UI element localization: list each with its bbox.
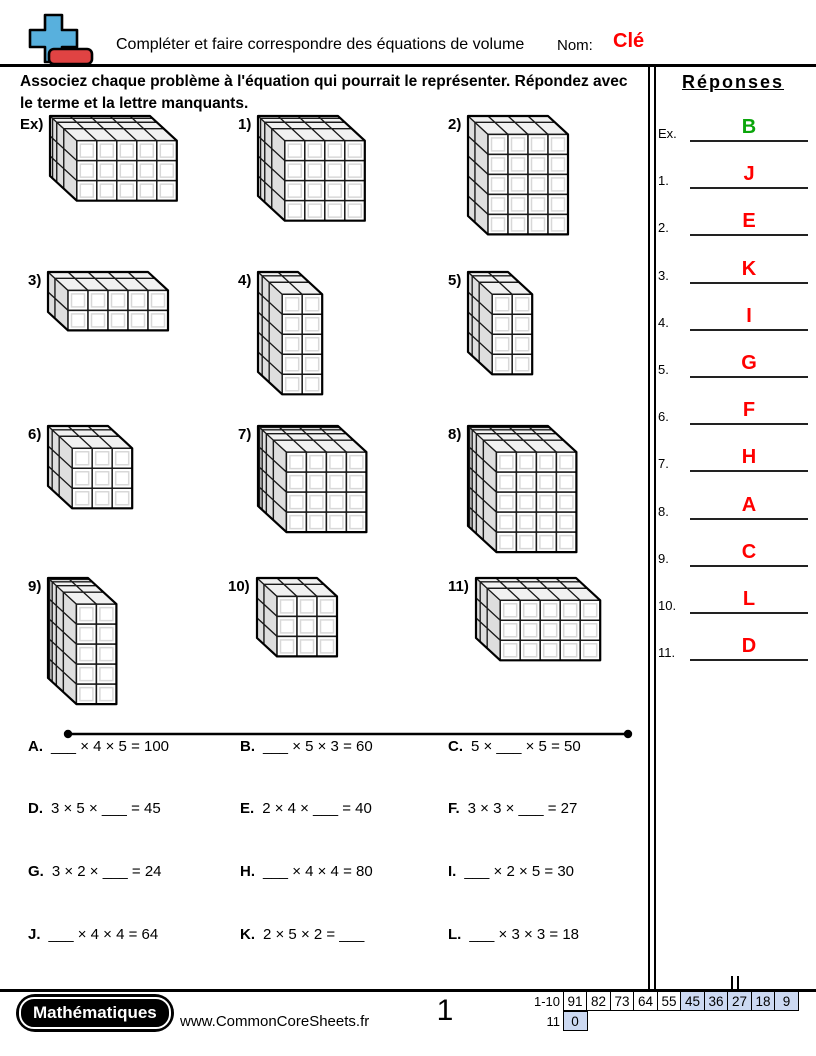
equation-text: ___ × 4 × 4 = 64	[48, 926, 159, 943]
equation-label: L.	[448, 926, 462, 943]
answer-line	[690, 117, 808, 142]
answer-line	[690, 400, 808, 425]
equation-item	[240, 800, 372, 817]
equation-label: E.	[240, 800, 255, 817]
answer-line	[690, 542, 808, 567]
score-cell: 91	[563, 991, 588, 1011]
figure-cell	[28, 424, 135, 511]
figure-cell	[28, 576, 119, 707]
figure-label: 3)	[28, 272, 42, 289]
equation-item	[28, 738, 169, 755]
equation-text: 3 × 2 × ___ = 24	[51, 863, 162, 880]
score-row-label: 11	[546, 1014, 560, 1029]
unit-cube-prism	[46, 576, 119, 707]
unit-cube-prism	[255, 576, 339, 659]
score-cell: 36	[704, 991, 729, 1011]
answer-value: J	[743, 163, 755, 186]
equation-text: ___ × 2 × 5 = 30	[464, 863, 575, 880]
equation-item	[28, 800, 161, 817]
figure-cell	[448, 424, 579, 555]
figure-cell	[20, 114, 179, 203]
score-row-label: 1-10	[533, 994, 560, 1009]
answer-label: 4.	[658, 314, 669, 330]
answer-label: 9.	[658, 550, 669, 566]
score-cell: 45	[680, 991, 705, 1011]
figure-cell	[228, 576, 339, 659]
answer-line	[690, 636, 808, 661]
equation-text: 3 × 3 × ___ = 27	[467, 800, 578, 817]
answer-value: F	[742, 399, 756, 422]
score-cell: 73	[610, 991, 635, 1011]
equation-label: I.	[448, 863, 457, 880]
answer-label: 1.	[658, 173, 669, 189]
figure-cell	[238, 424, 369, 535]
name-label: Nom:	[557, 37, 593, 54]
divider-stub	[731, 976, 739, 990]
equation-item	[448, 738, 581, 755]
figure-label: 9)	[28, 578, 42, 595]
answer-item	[658, 112, 808, 142]
equation-label: G.	[28, 863, 44, 880]
score-cell: 9	[774, 991, 799, 1011]
answer-item	[658, 631, 808, 661]
answer-item	[658, 254, 808, 284]
figure-cell	[28, 270, 170, 333]
answer-item	[658, 537, 808, 567]
figure-label: 1)	[238, 116, 252, 133]
score-cell: 64	[633, 991, 658, 1011]
unit-cube-prism	[46, 270, 170, 333]
answer-value: D	[741, 635, 757, 658]
figure-label: 11)	[448, 578, 469, 595]
answer-line	[690, 164, 808, 189]
answer-item	[658, 584, 808, 614]
answer-line	[690, 495, 808, 520]
header-rule	[0, 64, 816, 67]
equation-text: ___ × 4 × 4 = 80	[263, 863, 373, 880]
equation-item	[448, 863, 574, 880]
equation-text: 3 × 5 × ___ = 45	[51, 800, 161, 817]
answer-label: 8.	[658, 503, 669, 519]
answer-value: L	[742, 588, 756, 610]
answer-label: 6.	[658, 409, 669, 425]
equation-label: K.	[240, 926, 255, 943]
figure-label: 4)	[238, 272, 252, 289]
instructions-text: Associez chaque problème à l'équation qui pourrait le représenter. Répondez avec le terme et la lettre manquants.	[20, 73, 628, 112]
unit-cube-prism	[48, 114, 179, 203]
score-cell: 18	[751, 991, 776, 1011]
score-cell: 55	[657, 991, 682, 1011]
equation-text: ___ × 3 × 3 = 18	[469, 926, 580, 943]
equation-text: 5 × ___ × 5 = 50	[471, 738, 581, 755]
equation-item	[28, 926, 158, 943]
name-value: Clé	[613, 30, 645, 52]
equation-text: 2 × 5 × 2 = ___	[263, 926, 365, 943]
website-url: www.CommonCoreSheets.fr	[180, 1013, 370, 1030]
figure-cell	[448, 576, 603, 663]
answer-label: 3.	[658, 267, 669, 283]
unit-cube-prism	[256, 424, 369, 535]
answer-label: 5.	[658, 362, 669, 377]
equation-label: B.	[240, 738, 255, 755]
answer-item	[658, 206, 808, 236]
equation-text: ___ × 4 × 5 = 100	[51, 738, 170, 755]
score-table	[524, 991, 799, 1031]
answer-value: B	[741, 116, 757, 138]
figure-label: 6)	[28, 426, 42, 443]
equation-label: D.	[28, 800, 43, 817]
answer-item	[658, 395, 808, 425]
sidebar-divider	[648, 64, 656, 991]
unit-cube-prism	[474, 576, 603, 663]
answer-line	[690, 589, 808, 614]
answer-label: 10.	[658, 598, 677, 613]
answer-line	[690, 259, 808, 284]
plus-minus-icon	[16, 10, 98, 68]
answer-item	[658, 442, 808, 472]
answer-line	[690, 211, 808, 236]
figure-label: 5)	[448, 272, 462, 289]
equation-item	[240, 738, 373, 755]
score-row	[524, 1011, 799, 1031]
page-number: 1	[436, 994, 454, 1027]
subject-badge	[16, 994, 174, 1032]
score-cell: 82	[586, 991, 611, 1011]
answer-label: 2.	[658, 220, 669, 236]
answer-line	[690, 353, 808, 378]
equation-label: J.	[28, 926, 41, 943]
answer-line	[690, 447, 808, 472]
answer-item	[658, 490, 808, 520]
equation-label: A.	[28, 738, 43, 755]
figure-label: 7)	[238, 426, 252, 443]
figure-cell	[238, 114, 367, 223]
equation-text: ___ × 5 × 3 = 60	[263, 738, 373, 755]
figure-label: 8)	[448, 426, 462, 443]
unit-cube-prism	[466, 424, 579, 555]
unit-cube-prism	[256, 270, 325, 397]
unit-cube-prism	[256, 114, 367, 223]
answer-value: E	[742, 210, 756, 233]
answer-label: Ex.	[658, 126, 677, 141]
unit-cube-prism	[46, 424, 135, 511]
figure-cell	[448, 270, 535, 377]
equation-label: H.	[240, 863, 255, 880]
equation-item	[448, 926, 579, 943]
score-row	[524, 991, 799, 1011]
answer-value: I	[746, 304, 752, 327]
figure-label: Ex)	[20, 116, 44, 133]
subject-badge-label: Mathématiques	[19, 997, 171, 1029]
answer-value: A	[741, 493, 757, 516]
equation-text: 2 × 4 × ___ = 40	[262, 800, 372, 817]
answer-value: H	[741, 446, 757, 469]
answer-value: K	[741, 257, 757, 280]
answer-label: 11.	[658, 645, 676, 661]
answer-line	[690, 306, 808, 331]
equation-label: F.	[448, 800, 460, 817]
equation-label: C.	[448, 738, 463, 755]
answer-item	[658, 301, 808, 331]
answer-item	[658, 348, 808, 378]
answer-label: 7.	[658, 456, 669, 472]
answer-value: G	[741, 352, 757, 374]
equation-item	[240, 926, 364, 943]
unit-cube-prism	[466, 114, 570, 237]
figure-label: 10)	[228, 578, 250, 595]
equation-item	[28, 863, 162, 880]
answer-value: C	[741, 540, 757, 563]
equation-item	[448, 800, 577, 817]
equation-item	[240, 863, 373, 880]
score-cell: 27	[727, 991, 752, 1011]
figure-cell	[238, 270, 325, 397]
figure-label: 2)	[448, 116, 462, 133]
answers-heading: Réponses	[681, 72, 785, 92]
score-cell: 0	[563, 1011, 588, 1031]
answer-item	[658, 159, 808, 189]
figure-cell	[448, 114, 570, 237]
page-title: Compléter et faire correspondre des équations de volume	[116, 36, 525, 53]
unit-cube-prism	[466, 270, 535, 377]
